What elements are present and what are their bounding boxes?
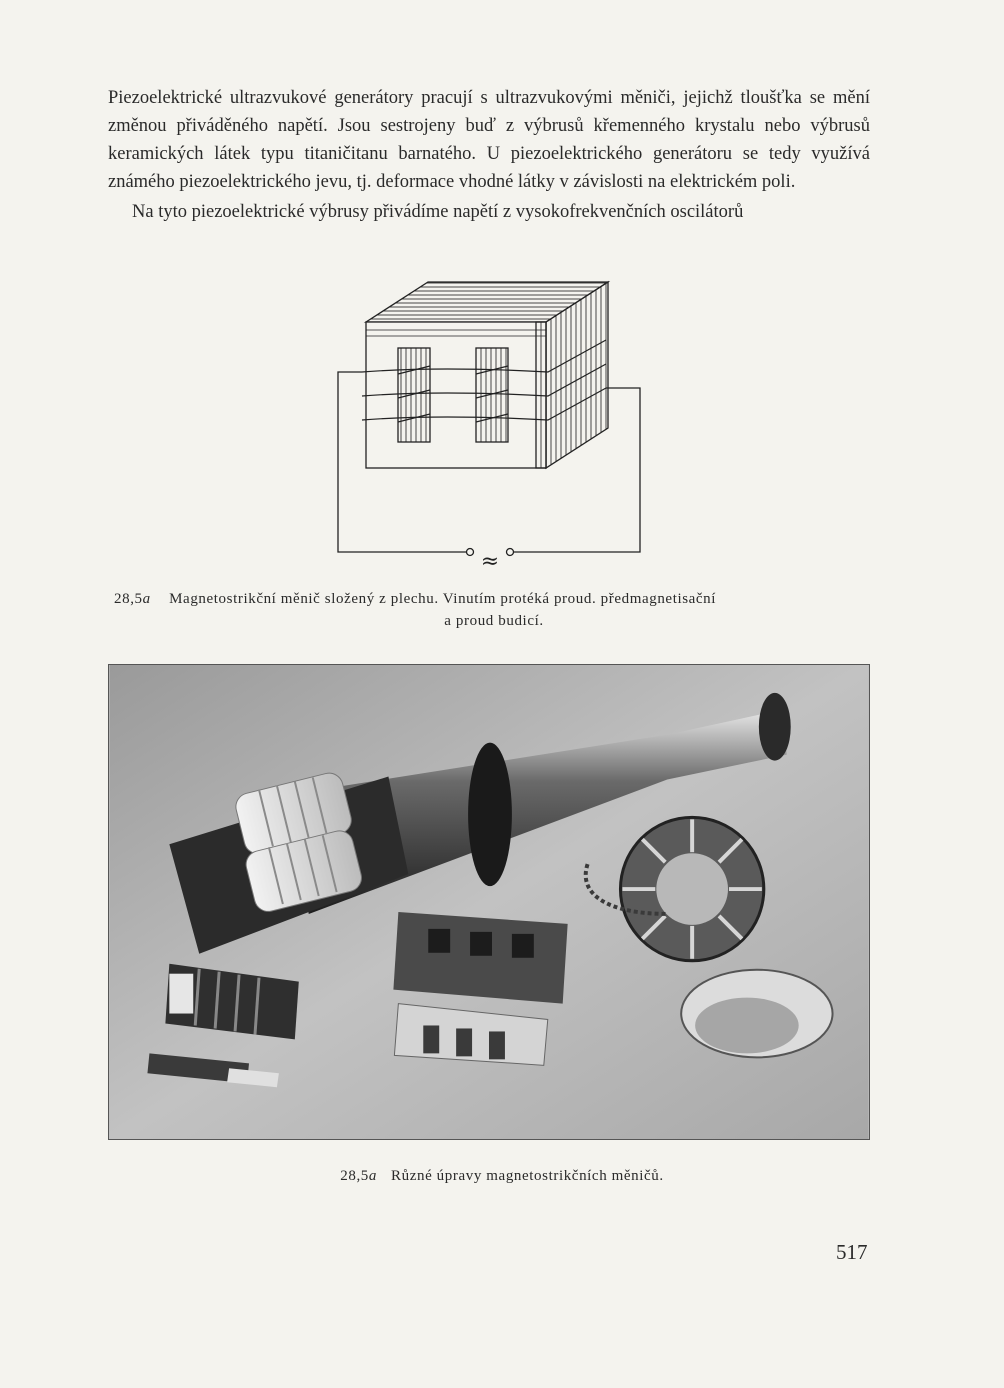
ac-source-symbol: ≈ xyxy=(480,549,500,574)
page-number: 517 xyxy=(836,1240,868,1264)
figure-2-caption xyxy=(0,1168,1004,1185)
body-text xyxy=(108,84,870,226)
paragraph-1: Piezoelektrické ultrazvukové generátory pracují s ultrazvukovými měniči, jejichž tloušťka se mění změnou přiváděného napětí. Jsou sestrojeny buď z výbrusů křemenného krystalu nebo výbrusů keramických látek typu titaničitanu barnatého. U piezoelektrického generátoru se tedy využívá známého piezoelektrického jevu, tj. deformace vhodné látky v závislosti na elektrickém poli. xyxy=(108,88,870,192)
figure-1-caption-line1: Magnetostrikční měnič složený z plechu. Vinutím protéká proud. předmagnetisační xyxy=(169,591,717,607)
figure-1-caption-line2: a proud budicí. xyxy=(444,613,544,629)
transducer-diagram xyxy=(320,270,660,590)
paragraph-2: Na tyto piezoelektrické výbrusy přivádíme napětí z vysokofrekvenčních oscilátorů xyxy=(132,202,744,222)
figure-1-caption xyxy=(114,588,874,632)
figure-2-caption-text: Různé úpravy magnetostrikčních měničů. xyxy=(391,1168,664,1184)
figure-1-number: 28,5a xyxy=(114,591,151,607)
transducer-photograph xyxy=(108,664,870,1140)
figure-2-number: 28,5a xyxy=(340,1168,378,1184)
